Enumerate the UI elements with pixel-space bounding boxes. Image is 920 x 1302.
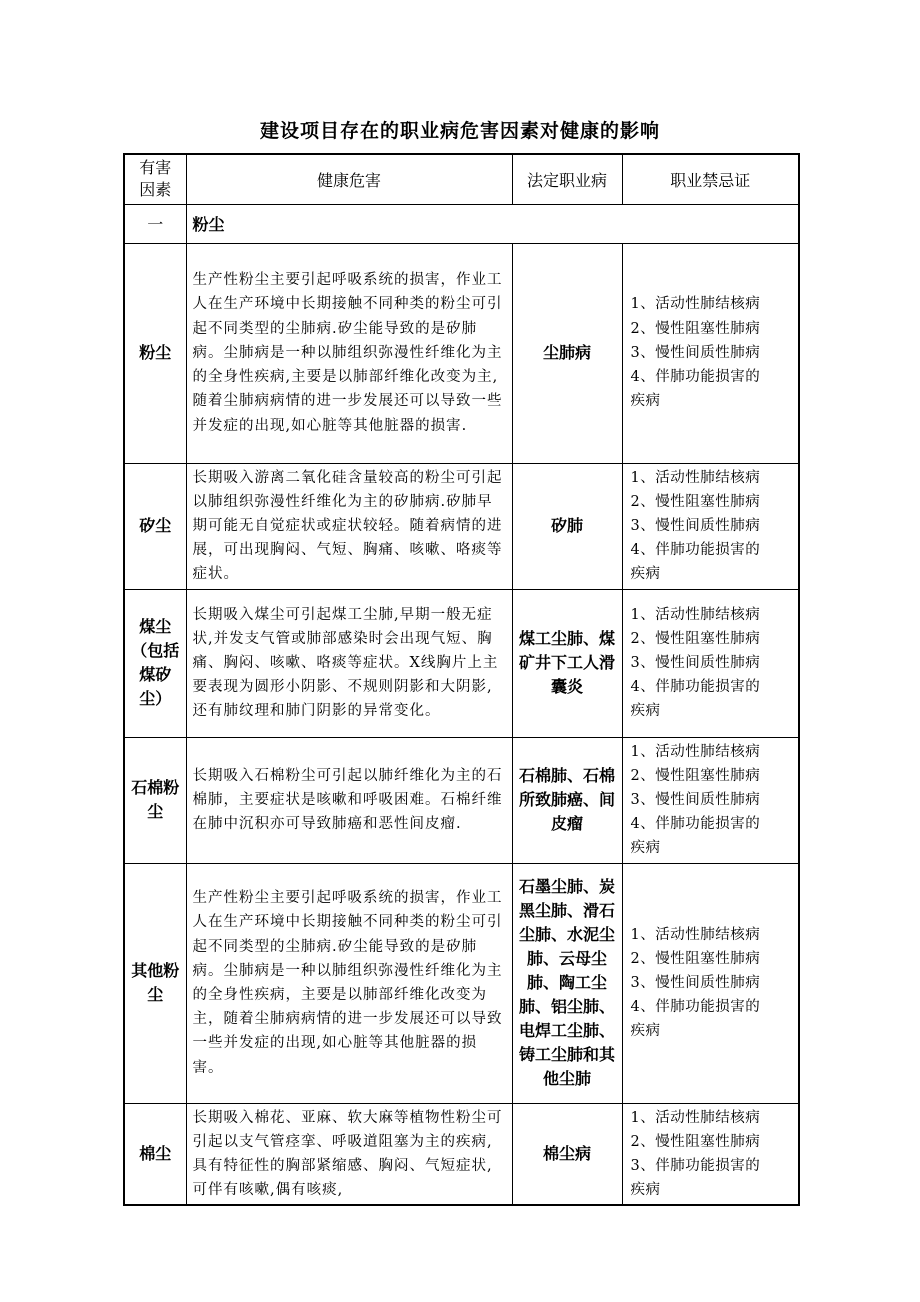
section-row — [124, 204, 799, 243]
harm-cell: 长期吸入煤尘可引起煤工尘肺,早期一般无症状,并发支气管或肺部感染时会出现气短、胸痛、胸闷、咳嗽、咯痰等症状。X线胸片上主要表现为圆形小阴影、不规则阴影和大阴影,还有肺纹理和肺门阴影的异常变化。 — [186, 589, 512, 737]
disease-cell: 煤工尘肺、煤矿井下工人滑囊炎 — [512, 589, 622, 737]
harm-cell: 长期吸入石棉粉尘可引起以肺纤维化为主的石棉肺，主要症状是咳嗽和呼吸困难。石棉纤维在肺中沉积亦可导致肺癌和恶性间皮瘤. — [186, 737, 512, 863]
factor-cell: 石棉粉尘 — [124, 737, 186, 863]
table-row — [124, 737, 799, 863]
contra-item: 3、慢性间质性肺病 — [630, 654, 761, 671]
contra-cell — [622, 863, 799, 1103]
table-header-row — [124, 154, 799, 204]
disease-cell: 尘肺病 — [512, 243, 622, 463]
contra-item: 4、伴肺功能损害的 — [630, 999, 761, 1016]
harm-cell: 生产性粉尘主要引起呼吸系统的损害，作业工人在生产环境中长期接触不同种类的粉尘可引起不同类型的尘肺病.矽尘能导致的是矽肺病。尘肺病是一种以肺组织弥漫性纤维化为主的全身性疾病,主要是以肺部纤维化改变为主,随着尘肺病病情的进一步发展还可以导致一些并发症的出现,如心脏等其他脏器的损害. — [186, 243, 512, 463]
contra-item: 1、活动性肺结核病 — [630, 469, 761, 486]
contra-item: 1、活动性肺结核病 — [630, 926, 761, 943]
table-row — [124, 463, 799, 589]
header-disease: 法定职业病 — [512, 154, 622, 204]
harm-cell: 生产性粉尘主要引起呼吸系统的损害，作业工人在生产环境中长期接触不同种类的粉尘可引起不同类型的尘肺病.矽尘能导致的是矽肺病。尘肺病是一种以肺组织弥漫性纤维化为主的全身性疾病，主要是以肺部纤维化改变为主，随着尘肺病病情的进一步发展还可以导致一些并发症的出现,如心脏等其他脏器的损害。 — [186, 863, 512, 1103]
contra-item: 1、活动性肺结核病 — [630, 743, 761, 760]
contra-item: 2、慢性阻塞性肺病 — [630, 767, 761, 784]
table-row — [124, 863, 799, 1103]
factor-cell: 煤尘（包括煤矽尘） — [124, 589, 186, 737]
contra-item: 疾病 — [630, 566, 661, 583]
disease-cell: 石墨尘肺、炭黑尘肺、滑石尘肺、水泥尘肺、云母尘肺、陶工尘肺、铝尘肺、电焊工尘肺、铸工尘肺和其他尘肺 — [512, 863, 622, 1103]
contra-item: 疾病 — [630, 703, 661, 720]
section-name: 粉尘 — [186, 204, 799, 243]
hazard-table — [123, 153, 800, 1206]
contra-item: 3、慢性间质性肺病 — [630, 344, 761, 361]
header-factor: 有害因素 — [124, 154, 186, 204]
contra-cell — [622, 1103, 799, 1205]
contra-item: 4、伴肺功能损害的 — [630, 542, 761, 559]
contra-item: 疾病 — [630, 840, 661, 857]
contra-item: 4、伴肺功能损害的 — [630, 369, 761, 386]
contra-item: 2、慢性阻塞性肺病 — [630, 320, 761, 337]
factor-cell: 棉尘 — [124, 1103, 186, 1205]
factor-cell: 其他粉尘 — [124, 863, 186, 1103]
contra-item: 2、慢性阻塞性肺病 — [630, 493, 761, 510]
contra-item: 1、活动性肺结核病 — [630, 1109, 761, 1126]
table-row — [124, 243, 799, 463]
contra-item: 1、活动性肺结核病 — [630, 606, 761, 623]
contra-item: 3、慢性间质性肺病 — [630, 974, 761, 991]
table-row — [124, 589, 799, 737]
factor-cell: 粉尘 — [124, 243, 186, 463]
harm-cell: 长期吸入棉花、亚麻、软大麻等植物性粉尘可引起以支气管痉挛、呼吸道阻塞为主的疾病,具有特征性的胸部紧缩感、胸闷、气短症状,可伴有咳嗽,偶有咳痰, — [186, 1103, 512, 1205]
header-harm: 健康危害 — [186, 154, 512, 204]
contra-item: 1、活动性肺结核病 — [630, 296, 761, 313]
factor-cell: 矽尘 — [124, 463, 186, 589]
contra-item: 3、慢性间质性肺病 — [630, 517, 761, 534]
harm-cell: 长期吸入游离二氧化硅含量较高的粉尘可引起以肺组织弥漫性纤维化为主的矽肺病.矽肺早期可能无自觉症状或症状较轻。随着病情的进展，可出现胸闷、气短、胸痛、咳嗽、咯痰等症状。 — [186, 463, 512, 589]
contra-item: 4、伴肺功能损害的 — [630, 816, 761, 833]
contra-cell — [622, 463, 799, 589]
contra-item: 2、慢性阻塞性肺病 — [630, 950, 761, 967]
contra-item: 2、慢性阻塞性肺病 — [630, 1133, 761, 1150]
disease-cell: 石棉肺、石棉所致肺癌、间皮瘤 — [512, 737, 622, 863]
disease-cell: 棉尘病 — [512, 1103, 622, 1205]
contra-item: 3、慢性间质性肺病 — [630, 791, 761, 808]
contra-item: 疾病 — [630, 1182, 661, 1199]
contra-cell — [622, 243, 799, 463]
section-label: 一 — [124, 204, 186, 243]
contra-item: 疾病 — [630, 1023, 661, 1040]
contra-cell — [622, 737, 799, 863]
disease-cell: 矽肺 — [512, 463, 622, 589]
page-title: 建设项目存在的职业病危害因素对健康的影响 — [259, 120, 660, 142]
contra-item: 疾病 — [630, 393, 661, 410]
contra-item: 4、伴肺功能损害的 — [630, 679, 761, 696]
header-contra: 职业禁忌证 — [622, 154, 799, 204]
table-row — [124, 1103, 799, 1205]
contra-cell — [622, 589, 799, 737]
contra-item: 2、慢性阻塞性肺病 — [630, 630, 761, 647]
contra-item: 3、伴肺功能损害的 — [630, 1157, 761, 1174]
